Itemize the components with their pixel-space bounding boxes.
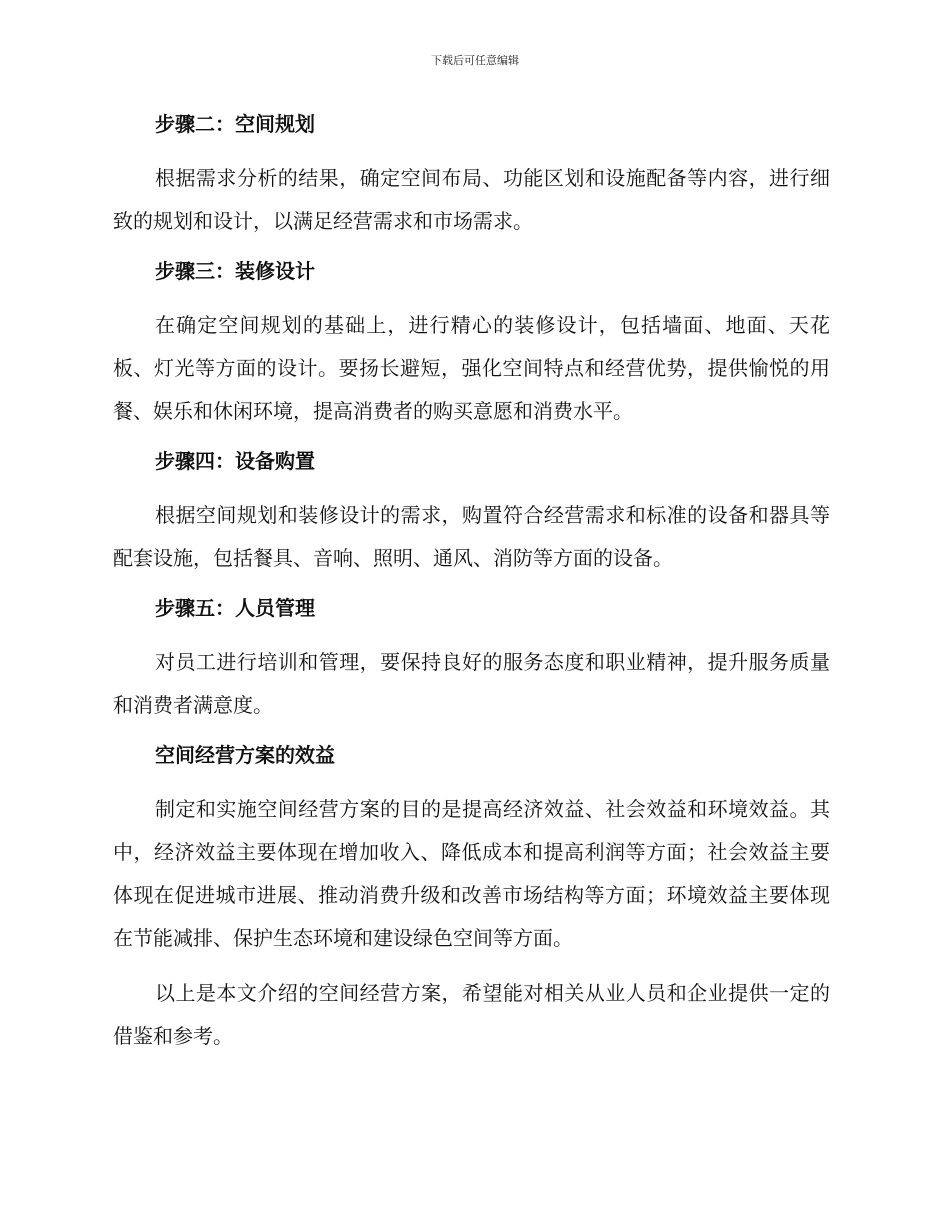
section-heading-step-2: 步骤二：空间规划 [155,112,315,136]
section-heading-benefits: 空间经营方案的效益 [155,743,335,767]
section-heading-step-5: 步骤五：人员管理 [155,596,315,620]
section-paragraph-step-5: 对员工进行培训和管理，要保持良好的服务态度和职业精神，提升服务质量和消费者满意度。 [113,650,830,717]
page-header: 下载后可任意编辑 [431,54,519,67]
section-paragraph-step-3: 在确定空间规划的基础上，进行精心的装修设计，包括墙面、地面、天花板、灯光等方面的设计。要扬长避短，强化空间特点和经营优势，提供愉悦的用餐、娱乐和休闲环境，提高消费者的购买意愿和消费水平。 [113,313,830,423]
section-heading-step-4: 步骤四：设备购置 [155,449,315,473]
section-paragraph-step-2: 根据需求分析的结果，确定空间布局、功能区划和设施配备等内容，进行细致的规划和设计，以满足经营需求和市场需求。 [113,166,830,233]
section-heading-step-3: 步骤三：装修设计 [155,259,315,283]
document-body [113,108,830,1058]
section-paragraph-step-4: 根据空间规划和装修设计的需求，购置符合经营需求和标准的设备和器具等配套设施，包括餐具、音响、照明、通风、消防等方面的设备。 [113,503,830,570]
closing-paragraph: 以上是本文介绍的空间经营方案，希望能对相关从业人员和企业提供一定的借鉴和参考。 [113,981,830,1048]
section-paragraph-benefits: 制定和实施空间经营方案的目的是提高经济效益、社会效益和环境效益。其中，经济效益主要体现在增加收入、降低成本和提高利润等方面；社会效益主要体现在促进城市进展、推动消费升级和改善市场结构等方面；环境效益主要体现在节能减排、保护生态环境和建设绿色空间等方面。 [113,797,830,950]
